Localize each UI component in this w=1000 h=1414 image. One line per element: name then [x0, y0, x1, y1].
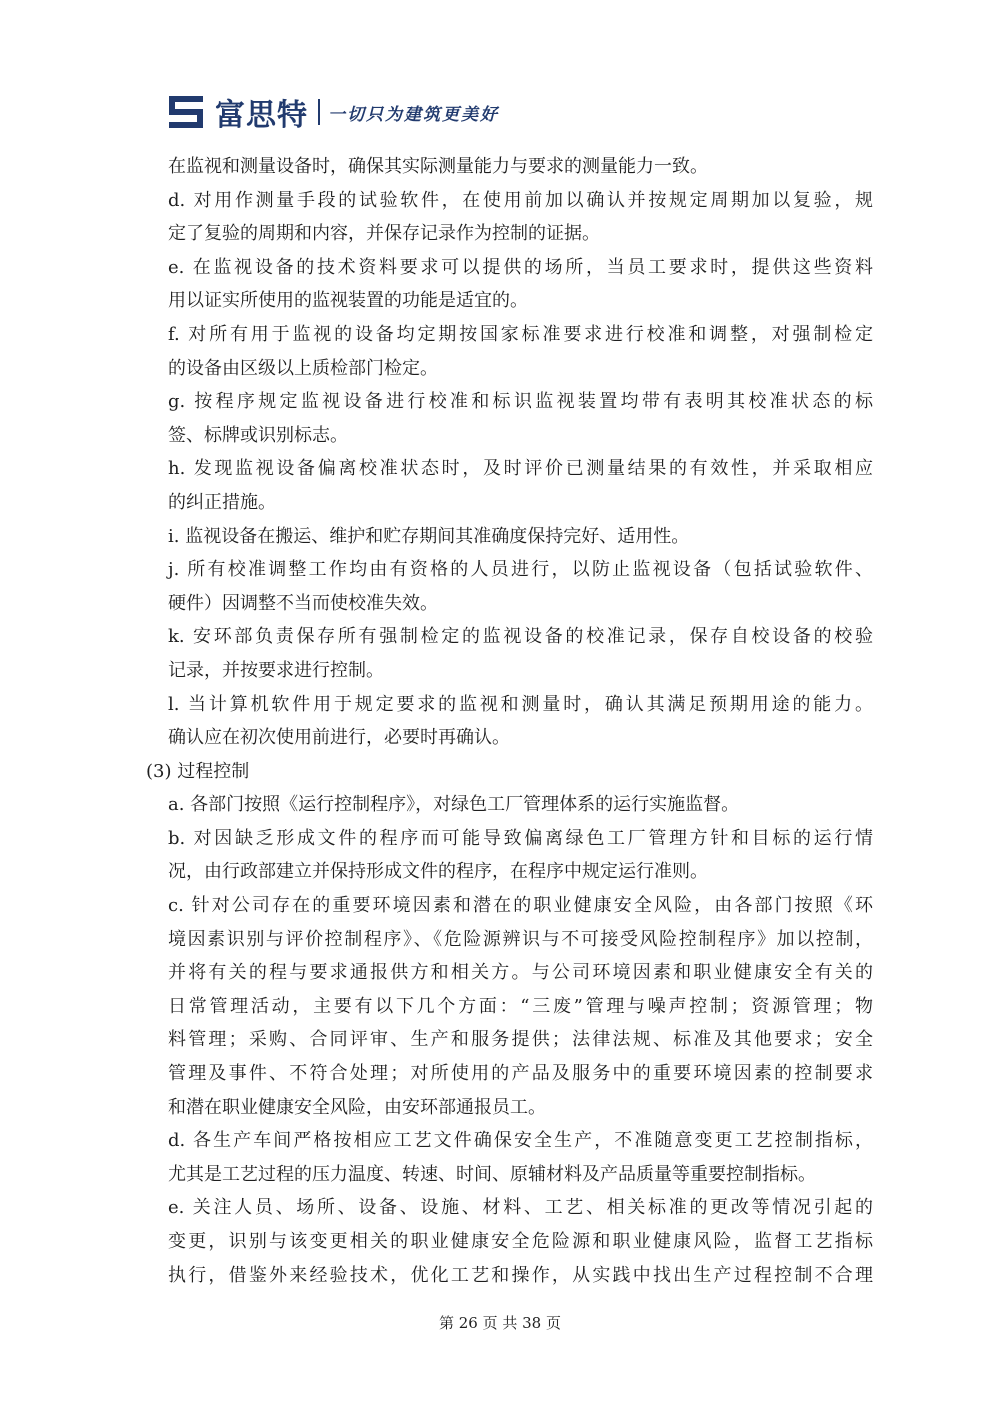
body-line: 和潜在职业健康安全风险，由安环部通报员工。: [168, 1096, 546, 1118]
document-body: [146, 150, 873, 1292]
body-line: 在监视和测量设备时，确保其实际测量能力与要求的测量能力一致。: [168, 156, 708, 177]
body-line: f. 对所有用于监视的设备均定期按国家标准要求进行校准和调整，对强制检定: [168, 323, 873, 345]
body-line: e. 关注人员、场所、设备、设施、材料、工艺、相关标准的更改等情况引起的: [168, 1197, 873, 1219]
body-line: 况，由行政部建立并保持形成文件的程序，在程序中规定运行准则。: [168, 861, 708, 883]
body-line: d. 对用作测量手段的试验软件，在使用前加以确认并按规定周期加以复验，规: [168, 189, 873, 211]
body-line: j. 所有校准调整工作均由有资格的人员进行，以防止监视设备（包括试验软件、: [168, 559, 873, 581]
body-line: 日常管理活动，主要有以下几个方面：“三废”管理与噪声控制；资源管理；物: [168, 995, 873, 1017]
body-line: d. 各生产车间严格按相应工艺文件确保安全生产，不准随意变更工艺控制指标，: [168, 1130, 873, 1152]
body-line: 记录，并按要求进行控制。: [168, 659, 384, 681]
brand-slogan: 一切只为建筑更美好: [328, 104, 499, 125]
body-line: a. 各部门按照《运行控制程序》，对绿色工厂管理体系的运行实施监督。: [168, 794, 740, 816]
body-line: e. 在监视设备的技术资料要求可以提供的场所，当员工要求时，提供这些资料: [168, 256, 873, 278]
body-line: 管理及事件、不符合处理；对所使用的产品及服务中的重要环境因素的控制要求: [168, 1063, 873, 1085]
body-line: g. 按程序规定监视设备进行校准和标识监视装置均带有表明其校准状态的标: [168, 391, 873, 413]
body-line: 境因素识别与评价控制程序》、《危险源辨识与不可接受风险控制程序》加以控制，: [168, 928, 873, 950]
header-divider: [318, 99, 320, 125]
page-number: 第 26 页 共 38 页: [438, 1314, 561, 1332]
body-line: h. 发现监视设备偏离校准状态时，及时评价已测量结果的有效性，并采取相应: [168, 458, 873, 480]
body-line: 尤其是工艺过程的压力温度、转速、时间、原辅材料及产品质量等重要控制指标。: [168, 1163, 816, 1185]
brand-name: 富思特: [215, 98, 308, 133]
body-line: 定了复验的周期和内容，并保存记录作为控制的证据。: [168, 223, 600, 245]
body-line: 料管理；采购、合同评审、生产和服务提供；法律法规、标准及其他要求；安全: [168, 1029, 873, 1051]
section-heading: (3) 过程控制: [146, 760, 250, 782]
body-line: l. 当计算机软件用于规定要求的监视和测量时，确认其满足预期用途的能力。: [168, 693, 873, 715]
page-header: [165, 90, 499, 134]
body-line: 签、标牌或识别标志。: [168, 424, 348, 446]
body-line: 执行，借鉴外来经验技术，优化工艺和操作，从实践中找出生产过程控制不合理: [168, 1264, 873, 1286]
body-line: 硬件）因调整不当而使校准失效。: [168, 592, 438, 614]
body-line: 用以证实所使用的监视装置的功能是适宜的。: [168, 290, 528, 312]
body-line: 并将有关的程与要求通报供方和相关方。与公司环境因素和职业健康安全有关的: [168, 962, 873, 984]
body-line: 变更，识别与该变更相关的职业健康安全危险源和职业健康风险，监督工艺指标: [168, 1231, 873, 1252]
body-line: i. 监视设备在搬运、维护和贮存期间其准确度保持完好、适用性。: [168, 525, 690, 547]
fst-logo-icon: [165, 92, 207, 132]
body-line: 确认应在初次使用前进行，必要时再确认。: [168, 727, 510, 749]
body-line: k. 安环部负责保存所有强制检定的监视设备的校准记录，保存自校设备的校验: [168, 626, 873, 648]
body-line: 的设备由区级以上质检部门检定。: [168, 357, 438, 379]
body-line: b. 对因缺乏形成文件的程序而可能导致偏离绿色工厂管理方针和目标的运行情: [168, 827, 873, 849]
body-line: c. 针对公司存在的重要环境因素和潜在的职业健康安全风险，由各部门按照《环: [168, 895, 873, 917]
body-line: 的纠正措施。: [168, 491, 276, 513]
